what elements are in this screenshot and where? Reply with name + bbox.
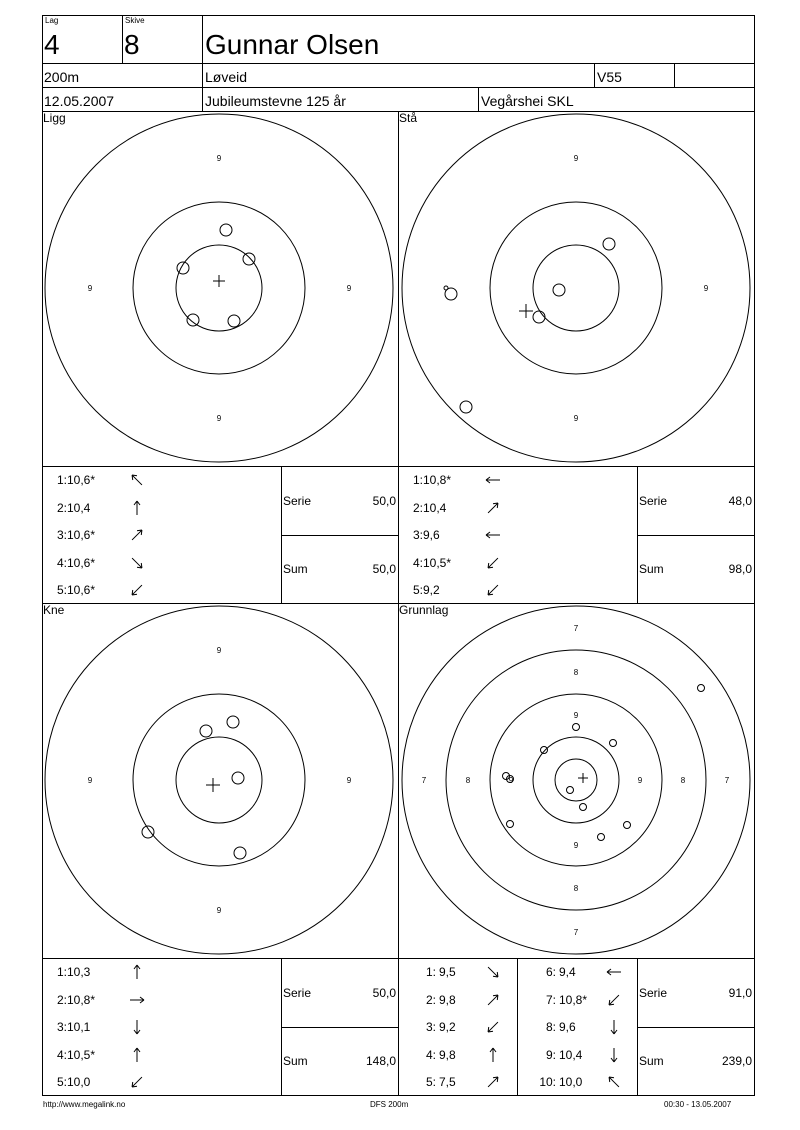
shot-score: 9,8	[439, 1047, 456, 1062]
ring-label: 9	[703, 284, 709, 293]
target-label-grunnlag: Grunnlag	[399, 603, 449, 617]
sum-value: 50,0	[372, 562, 396, 576]
shot-score: 9,4	[559, 965, 576, 979]
shot-number: 6:	[545, 965, 556, 979]
shot-score: 9,2	[439, 1020, 456, 1034]
ring-label: 8	[573, 668, 579, 677]
shot-number: 5:	[412, 583, 423, 597]
arrow-right-icon	[129, 992, 145, 1008]
shot-number: 1:	[425, 965, 436, 979]
ring-label: 9	[216, 414, 222, 423]
shot-number: 2:	[412, 500, 423, 515]
arrow-down-left-icon	[485, 582, 501, 598]
shot-number: 2:	[425, 992, 436, 1007]
ring-label: 9	[87, 776, 93, 785]
hit-mark	[460, 401, 472, 413]
footer-system: DFS 200m	[370, 1100, 409, 1109]
ring-label: 7	[724, 776, 730, 785]
shot-score: 7,5	[439, 1075, 456, 1089]
serie-value: 91,0	[728, 986, 752, 1000]
shot-score: 10,1	[67, 1020, 91, 1034]
skive-label: Skive	[125, 16, 145, 25]
arrow-up-left-icon	[606, 1074, 622, 1090]
shot-score: 10,4	[67, 500, 91, 515]
shot-number: 5:	[56, 1075, 67, 1089]
arrow-down-left-icon	[129, 582, 145, 598]
shot-score: 10,0	[67, 1075, 91, 1089]
arrow-down-left-icon	[129, 1074, 145, 1090]
ring-label: 9	[346, 776, 352, 785]
target-kne	[43, 603, 393, 954]
ring-label: 9	[573, 154, 579, 163]
hit-mark	[243, 253, 255, 265]
serie-label: Serie	[639, 986, 668, 1000]
hit-mark	[444, 286, 448, 290]
shot-number: 5:	[56, 583, 67, 597]
lag-value: 4	[44, 29, 60, 60]
serie-value: 48,0	[728, 494, 752, 508]
shot-score: 9,2	[423, 583, 440, 597]
shot-score: 9,6	[559, 1020, 576, 1034]
arrow-down-right-icon	[485, 964, 501, 980]
shot-score: 10,6*	[67, 473, 96, 487]
serie-label: Serie	[283, 494, 312, 508]
arrow-left-icon	[485, 472, 501, 488]
arrow-left-icon	[485, 527, 501, 543]
ring-label: 9	[573, 711, 579, 720]
arrow-up-icon	[129, 1047, 145, 1063]
distance: 200m	[44, 69, 80, 85]
hit-mark	[610, 740, 617, 747]
arrow-up-right-icon	[485, 1074, 501, 1090]
arrow-down-left-icon	[606, 992, 622, 1008]
target-sta	[402, 114, 750, 462]
hit-mark	[598, 834, 605, 841]
ring-label: 7	[421, 776, 427, 785]
sum-label: Sum	[283, 1054, 308, 1068]
shot-number: 7:	[545, 992, 556, 1007]
shot-score: 10,8*	[423, 473, 452, 487]
arrow-up-icon	[129, 500, 145, 516]
sum-value: 98,0	[728, 562, 752, 576]
arrow-down-left-icon	[485, 1019, 501, 1035]
hit-mark	[603, 238, 615, 250]
footer-timestamp: 00:30 - 13.05.2007	[664, 1100, 732, 1109]
shot-number: 3:	[56, 528, 67, 542]
sum-value: 239,0	[721, 1054, 752, 1068]
hit-mark	[567, 787, 574, 794]
hit-mark	[533, 311, 545, 323]
ring-label: 8	[465, 776, 471, 785]
ring-label: 9	[573, 841, 579, 850]
shot-number: 3:	[56, 1020, 67, 1034]
arrow-up-right-icon	[485, 500, 501, 516]
ring-label: 7	[573, 928, 579, 937]
shot-number: 4:	[425, 1047, 436, 1062]
arrow-up-icon	[129, 964, 145, 980]
hit-mark	[220, 224, 232, 236]
shot-score: 10,8*	[559, 992, 588, 1007]
skive-value: 8	[124, 29, 140, 60]
hit-mark	[232, 772, 244, 784]
shot-score: 10,3	[67, 965, 91, 979]
serie-value: 50,0	[372, 494, 396, 508]
sum-label: Sum	[639, 1054, 664, 1068]
hit-mark	[200, 725, 212, 737]
shot-number: 1:	[412, 473, 423, 487]
ring-label: 9	[87, 284, 93, 293]
ring-label: 9	[637, 776, 643, 785]
sum-value: 148,0	[365, 1054, 396, 1068]
target-label-sta: Stå	[399, 111, 418, 125]
shot-score: 9,6	[423, 528, 440, 542]
shot-number: 9:	[545, 1047, 556, 1062]
footer-url: http://www.megalink.no	[43, 1100, 126, 1109]
ring-label: 9	[216, 906, 222, 915]
ring-label: 9	[346, 284, 352, 293]
sum-label: Sum	[639, 562, 664, 576]
arrow-down-icon	[129, 1019, 145, 1035]
shot-score: 10,4	[559, 1047, 583, 1062]
shot-number: 5:	[425, 1075, 436, 1089]
target-label-ligg: Ligg	[43, 111, 66, 125]
arrow-up-right-icon	[485, 992, 501, 1008]
arrow-up-right-icon	[129, 527, 145, 543]
sum-label: Sum	[283, 562, 308, 576]
shooter-class: V55	[597, 69, 622, 85]
arrow-left-icon	[606, 964, 622, 980]
arrow-up-icon	[485, 1047, 501, 1063]
ring-label: 9	[216, 154, 222, 163]
arrow-down-left-icon	[485, 555, 501, 571]
serie-label: Serie	[639, 494, 668, 508]
shot-number: 4:	[56, 1047, 67, 1062]
arrow-down-right-icon	[129, 555, 145, 571]
shot-score: 10,6*	[67, 528, 96, 542]
target-label-kne: Kne	[43, 603, 65, 617]
ring-label: 8	[573, 884, 579, 893]
ring-label: 8	[680, 776, 686, 785]
shot-score: 10,5*	[67, 1047, 96, 1062]
shot-score: 10,6*	[67, 583, 96, 597]
shot-number: 8:	[545, 1020, 556, 1034]
serie-value: 50,0	[372, 986, 396, 1000]
hit-mark	[624, 822, 631, 829]
hit-mark	[234, 847, 246, 859]
shot-number: 1:	[56, 473, 67, 487]
shot-score: 10,5*	[423, 555, 452, 570]
event-date: 12.05.2007	[44, 93, 115, 109]
shot-score: 10,6*	[67, 555, 96, 570]
shooter-name: Gunnar Olsen	[205, 29, 380, 60]
hit-mark	[187, 314, 199, 326]
venue: Vegårshei SKL	[481, 93, 574, 109]
lag-label: Lag	[45, 16, 59, 25]
arrow-down-icon	[606, 1047, 622, 1063]
shot-score: 10,8*	[67, 992, 96, 1007]
shot-number: 2:	[56, 500, 67, 515]
shot-score: 10,4	[423, 500, 447, 515]
shot-score: 10,0	[559, 1075, 583, 1089]
target-ligg	[43, 111, 393, 462]
hit-mark	[228, 315, 240, 327]
hit-mark	[227, 716, 239, 728]
shot-number: 3:	[425, 1020, 436, 1034]
shot-number: 1:	[56, 965, 67, 979]
shot-number: 3:	[412, 528, 423, 542]
hit-mark	[580, 804, 587, 811]
hit-mark	[541, 747, 548, 754]
ring-label: 9	[216, 646, 222, 655]
shot-number: 4:	[412, 555, 423, 570]
ring-label: 9	[508, 776, 514, 785]
target-grunnlag	[402, 606, 750, 954]
ring-label: 7	[573, 624, 579, 633]
hit-mark	[698, 685, 705, 692]
shot-number: 10:	[539, 1075, 556, 1089]
arrow-up-left-icon	[129, 472, 145, 488]
shot-score: 9,5	[439, 965, 456, 979]
hit-mark	[553, 284, 565, 296]
club: Løveid	[205, 69, 248, 85]
arrow-down-icon	[606, 1019, 622, 1035]
hit-mark	[507, 821, 514, 828]
shot-number: 2:	[56, 992, 67, 1007]
event-name: Jubileumstevne 125 år	[205, 93, 346, 109]
ring-label: 9	[573, 414, 579, 423]
shot-score: 9,8	[439, 992, 456, 1007]
serie-label: Serie	[283, 986, 312, 1000]
hit-mark	[573, 724, 580, 731]
shot-number: 4:	[56, 555, 67, 570]
